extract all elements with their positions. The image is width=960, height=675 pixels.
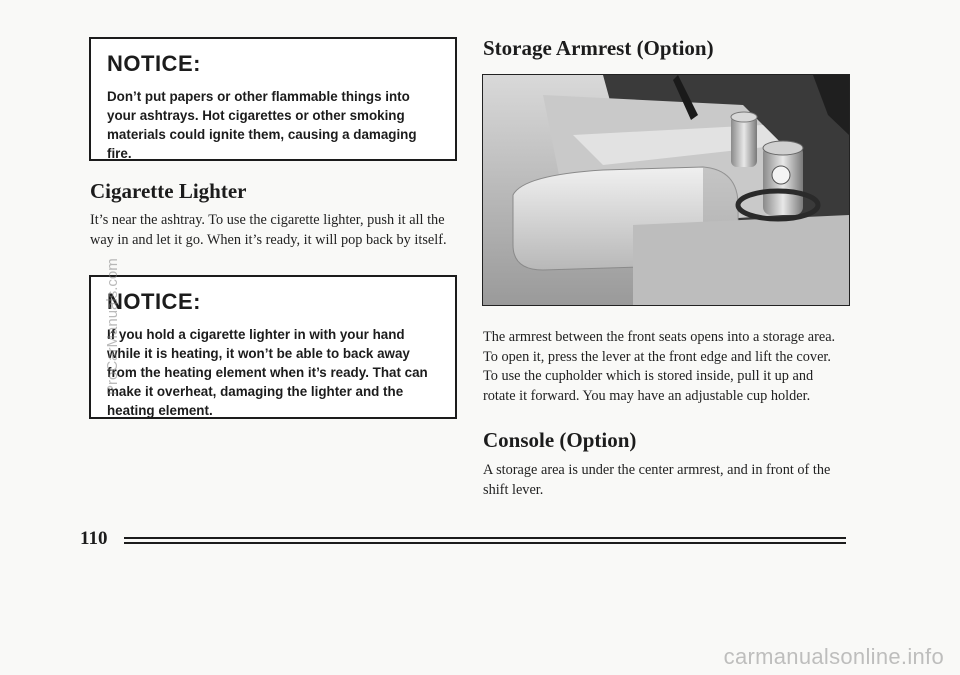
side-watermark: ProCarManuals.com	[104, 258, 121, 395]
section-heading-cigarette-lighter: Cigarette Lighter	[90, 179, 247, 203]
footer-rule-bottom	[124, 542, 846, 544]
console-text: A storage area is under the center armrest, and in front of the shift lever.	[483, 462, 831, 498]
notice-box-lighter	[89, 275, 457, 419]
section-heading-storage-armrest: Storage Armrest (Option)	[483, 36, 714, 60]
notice-box-flammable	[89, 37, 457, 161]
page-number: 110	[80, 528, 108, 549]
notice-title: NOTICE:	[107, 51, 201, 76]
cigarette-lighter-text: It’s near the ashtray. To use the cigarette lighter, push it all the way in and let it go. When it’s ready, it will pop back by itself.	[90, 212, 447, 248]
storage-armrest-text: The armrest between the front seats opens into a storage area. To open it, press the lever at the front edge and lift the cover. To use the cupholder which is stored inside, pull it up and rotate it forward. You may have an adjustable cup holder.	[483, 329, 836, 404]
section-heading-console: Console (Option)	[483, 428, 637, 452]
notice-title: NOTICE:	[107, 289, 201, 314]
notice-body: Don’t put papers or other flammable things into your ashtrays. Hot cigarettes or other smoking materials could ignite them, causing a damaging fire.	[107, 89, 417, 161]
armrest-cupholder-photo	[482, 74, 850, 306]
armrest-illustration	[483, 75, 849, 305]
notice-body: If you hold a cigarette lighter in with your hand while it is heating, it won’t be able to back away from the heating element when it’s ready. That can make it overheat, damaging the lighter and the heating element.	[107, 327, 428, 418]
footer-rule-top	[124, 537, 846, 539]
footer-watermark: carmanualsonline.info	[723, 644, 944, 669]
